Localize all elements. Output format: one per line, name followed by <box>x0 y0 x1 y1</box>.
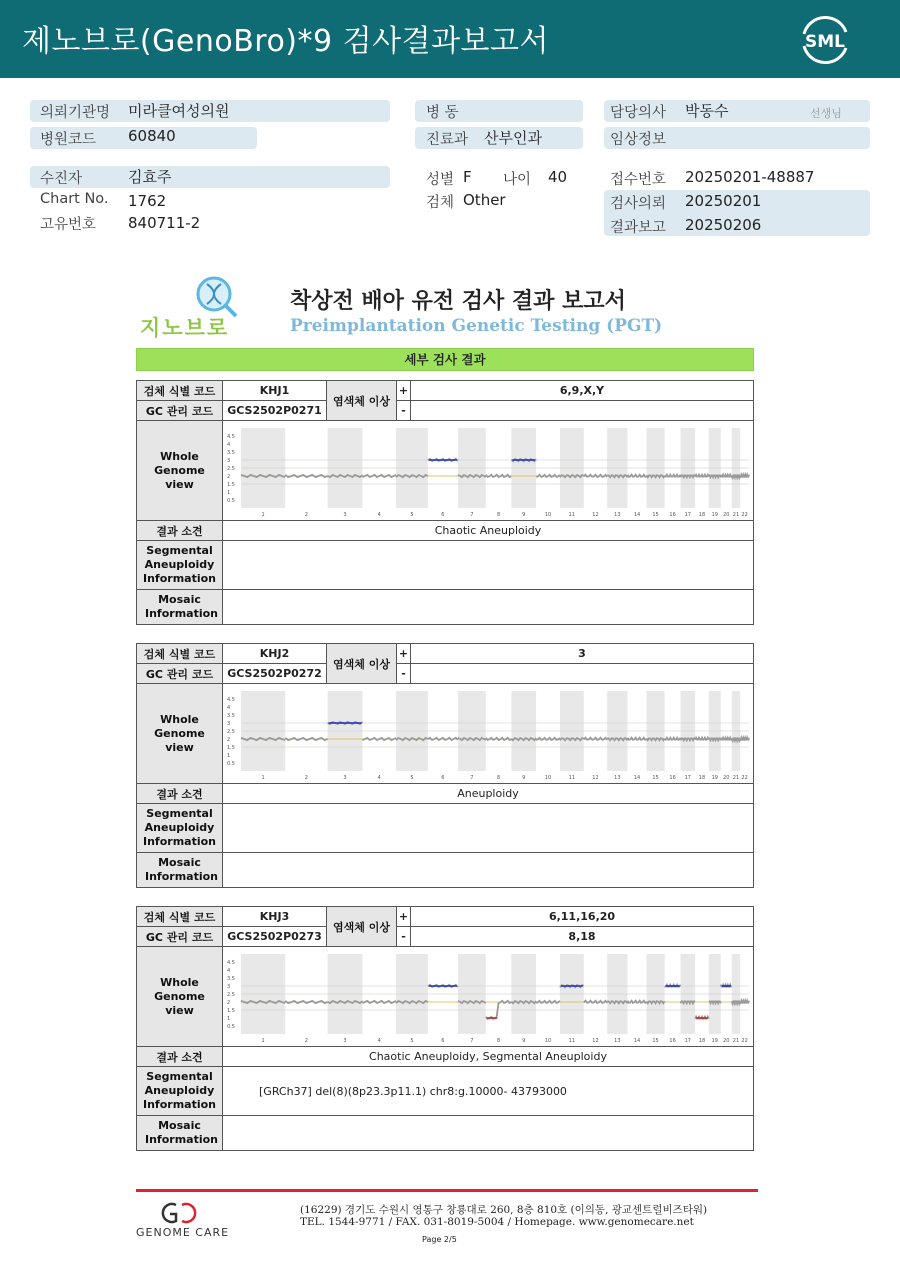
y-tick-label: 1.5 <box>227 1007 235 1014</box>
copy-number-trace <box>486 474 512 476</box>
x-tick-label: 4 <box>377 1037 381 1044</box>
y-tick-label: 4 <box>227 441 231 448</box>
x-tick-label: 20 <box>723 1037 730 1044</box>
whole-genome-chart-cell <box>223 684 754 784</box>
gain-sign: + <box>397 907 411 927</box>
y-tick-label: 2 <box>227 473 231 480</box>
copy-number-trace <box>721 737 732 739</box>
report-header <box>0 0 900 78</box>
x-tick-label: 14 <box>633 511 641 518</box>
loss-sign: - <box>397 927 411 947</box>
y-tick-label: 3.5 <box>227 712 235 719</box>
copy-number-trace <box>695 737 709 739</box>
copy-number-trace <box>709 475 721 477</box>
sample-table <box>136 380 754 625</box>
id-label: 고유번호 <box>40 217 97 233</box>
x-tick-label: 14 <box>633 1037 641 1044</box>
copy-number-trace <box>665 737 681 739</box>
gc-code-label: GC 관리 코드 <box>137 401 223 421</box>
x-tick-label: 3 <box>343 511 347 518</box>
gc-code-value: GCS2502P0271 <box>223 401 327 421</box>
gc-code-label: GC 관리 코드 <box>137 927 223 947</box>
gc-code-label: GC 관리 코드 <box>137 664 223 684</box>
y-tick-label: 4.5 <box>227 959 235 966</box>
x-tick-label: 8 <box>496 1037 501 1044</box>
page-title: 제노브로(GenoBro)*9 검사결과보고서 <box>22 24 549 59</box>
y-tick-label: 1 <box>227 752 231 759</box>
loss-chromosomes: 8,18 <box>411 927 754 947</box>
result-value: Chaotic Aneuploidy <box>223 521 754 541</box>
mosaic-label: Mosaic Information <box>137 1116 223 1151</box>
x-tick-label: 8 <box>496 511 501 518</box>
copy-number-trace <box>681 738 696 740</box>
x-tick-label: 3 <box>343 1037 347 1044</box>
sample-code-label: 검체 식별 코드 <box>137 644 223 664</box>
y-tick-label: 4.5 <box>227 433 235 440</box>
gain-chromosomes: 6,9,X,Y <box>411 381 754 401</box>
sample-code-label: 검체 식별 코드 <box>137 907 223 927</box>
x-tick-label: 13 <box>614 774 621 781</box>
result-label: 결과 소견 <box>137 521 223 541</box>
x-tick-label: 7 <box>470 511 474 518</box>
copy-number-trace <box>584 474 607 476</box>
footer-company: GENOME CARE <box>136 1226 230 1239</box>
segmental-value <box>223 541 754 590</box>
x-tick-label: 16 <box>669 774 676 781</box>
abnormality-label: 염색체 이상 <box>327 381 397 421</box>
x-tick-label: 1 <box>261 511 265 518</box>
id-value: 840711-2 <box>128 214 201 232</box>
whole-genome-label: Whole Genome view <box>137 947 223 1047</box>
copy-number-trace <box>628 737 647 739</box>
segmental-label: Segmental Aneuploidy Information <box>137 804 223 853</box>
mosaic-value <box>223 1116 754 1151</box>
x-tick-label: 9 <box>522 511 526 518</box>
x-tick-label: 10 <box>544 1037 552 1044</box>
x-tick-label: 1 <box>261 774 265 781</box>
x-tick-label: 13 <box>614 511 621 518</box>
gc-code-value: GCS2502P0273 <box>223 927 327 947</box>
request-label: 검사의뢰 <box>610 196 667 212</box>
loss-chromosomes <box>411 401 754 421</box>
sample-block-1 <box>136 380 754 625</box>
result-label: 결과 소견 <box>137 784 223 804</box>
y-tick-label: 3 <box>227 457 231 464</box>
page-number: Page 2/5 <box>422 1235 457 1244</box>
whole-genome-chart-cell <box>223 421 754 521</box>
y-tick-label: 1 <box>227 1015 231 1022</box>
segmental-label: Segmental Aneuploidy Information <box>137 541 223 590</box>
x-tick-label: 11 <box>568 511 576 518</box>
section-header: 세부 검사 결과 <box>136 348 754 371</box>
x-tick-label: 6 <box>441 774 445 781</box>
x-tick-label: 15 <box>652 774 659 781</box>
y-tick-label: 3.5 <box>227 975 235 982</box>
y-tick-label: 2 <box>227 736 231 743</box>
copy-number-trace <box>363 737 397 739</box>
copy-number-trace <box>709 1001 721 1003</box>
hospital-code-value: 60840 <box>128 127 176 145</box>
sample-code-value: KHJ3 <box>223 907 327 927</box>
x-tick-label: 5 <box>410 1037 414 1044</box>
mosaic-value <box>223 590 754 625</box>
y-tick-label: 3.5 <box>227 449 235 456</box>
copy-number-trace <box>740 1000 749 1002</box>
result-label: 결과 소견 <box>137 1047 223 1067</box>
x-tick-label: 19 <box>711 511 718 518</box>
patient-row <box>30 166 390 188</box>
y-tick-label: 4.5 <box>227 696 235 703</box>
x-tick-label: 14 <box>633 774 641 781</box>
copy-number-trace <box>584 1000 607 1002</box>
y-tick-label: 0.5 <box>227 497 235 504</box>
sml-logo-icon <box>796 12 854 66</box>
genome-care-logo-icon <box>158 1201 200 1225</box>
dept-label: 진료과 <box>426 132 469 148</box>
x-tick-label: 17 <box>684 511 692 518</box>
gain-chromosomes: 3 <box>411 644 754 664</box>
sample-code-label: 검체 식별 코드 <box>137 381 223 401</box>
sex-label: 성별 <box>426 172 455 188</box>
x-tick-label: 19 <box>711 1037 718 1044</box>
x-tick-label: 5 <box>410 511 414 518</box>
x-tick-label: 22 <box>741 1037 748 1044</box>
copy-number-trace <box>740 474 749 476</box>
copy-number-trace <box>486 737 512 739</box>
sml-logo-text: SML <box>805 32 845 52</box>
x-tick-label: 17 <box>684 1037 692 1044</box>
y-tick-label: 1.5 <box>227 481 235 488</box>
whole-genome-chart <box>223 422 755 520</box>
copy-number-trace <box>628 1000 647 1002</box>
sex-value: F <box>463 168 472 186</box>
x-tick-label: 6 <box>441 511 445 518</box>
abnormality-label: 염색체 이상 <box>327 644 397 684</box>
chart-value: 1762 <box>128 192 167 210</box>
copy-number-trace <box>709 738 721 740</box>
y-tick-label: 4 <box>227 967 231 974</box>
y-tick-label: 0.5 <box>227 760 235 767</box>
segmental-value: [GRCh37] del(8)(8p23.3p11.1) chr8:g.10000- 43793000 <box>223 1067 754 1116</box>
gain-sign: + <box>397 644 411 664</box>
copy-number-trace <box>681 1001 696 1003</box>
result-value: Aneuploidy <box>223 784 754 804</box>
x-tick-label: 18 <box>698 774 706 781</box>
mosaic-value <box>223 853 754 888</box>
gc-code-value: GCS2502P0272 <box>223 664 327 684</box>
copy-number-trace <box>536 474 560 476</box>
x-tick-label: 7 <box>470 1037 474 1044</box>
x-tick-label: 2 <box>304 511 308 518</box>
patient-value: 김효주 <box>128 168 172 186</box>
x-tick-label: 13 <box>614 1037 621 1044</box>
x-tick-label: 19 <box>711 774 718 781</box>
footer-divider <box>136 1189 758 1192</box>
gain-chromosomes: 6,11,16,20 <box>411 907 754 927</box>
copy-number-trace <box>536 1000 560 1002</box>
copy-number-trace <box>681 475 696 477</box>
x-tick-label: 18 <box>698 511 706 518</box>
doctor-value: 박동수 <box>685 102 729 120</box>
copy-number-trace <box>695 474 709 476</box>
report-value: 20250206 <box>685 216 762 234</box>
x-tick-label: 9 <box>522 1037 526 1044</box>
report-label: 결과보고 <box>610 220 667 236</box>
copy-number-trace <box>363 1000 397 1002</box>
copy-number-trace <box>732 1001 740 1003</box>
gain-sign: + <box>397 381 411 401</box>
hospital-code-label: 병원코드 <box>40 132 97 148</box>
y-tick-label: 2 <box>227 999 231 1006</box>
mosaic-label: Mosaic Information <box>137 853 223 888</box>
doctor-label: 담당의사 <box>610 105 667 121</box>
copy-number-trace <box>721 474 732 476</box>
x-tick-label: 18 <box>698 1037 706 1044</box>
institution-value: 미라클여성의원 <box>128 102 230 120</box>
x-tick-label: 12 <box>592 774 599 781</box>
x-tick-label: 16 <box>669 1037 676 1044</box>
copy-number-trace <box>536 737 560 739</box>
x-tick-label: 11 <box>568 774 576 781</box>
x-tick-label: 22 <box>741 774 748 781</box>
copy-number-trace <box>732 738 740 740</box>
x-tick-label: 15 <box>652 511 659 518</box>
copy-number-trace <box>732 475 740 477</box>
copy-number-trace <box>584 737 607 739</box>
whole-genome-chart <box>223 685 755 783</box>
result-value: Chaotic Aneuploidy, Segmental Aneuploidy <box>223 1047 754 1067</box>
report-title: 착상전 배아 유전 검사 결과 보고서 <box>290 289 626 314</box>
sample-code-value: KHJ2 <box>223 644 327 664</box>
institution-label: 의뢰기관명 <box>40 105 111 121</box>
whole-genome-chart <box>223 948 755 1046</box>
patient-label: 수진자 <box>40 171 83 187</box>
ward-label: 병 동 <box>426 105 459 121</box>
y-tick-label: 0.5 <box>227 1023 235 1030</box>
y-tick-label: 1 <box>227 489 231 496</box>
footer-contact: TEL. 1544-9771 / FAX. 031-8019-5004 / Homepage. www.genomecare.net <box>300 1216 694 1228</box>
report-subtitle: Preimplantation Genetic Testing (PGT) <box>290 316 663 336</box>
x-tick-label: 22 <box>741 511 748 518</box>
y-tick-label: 2.5 <box>227 728 235 735</box>
footer-address: (16229) 경기도 수원시 영통구 창룡대로 260, 8층 810호 (이의동, 광교센트럴비즈타워) <box>300 1204 708 1216</box>
x-tick-label: 6 <box>441 1037 445 1044</box>
clinical-label: 임상정보 <box>610 132 667 148</box>
whole-genome-label: Whole Genome view <box>137 421 223 521</box>
sample-code-value: KHJ1 <box>223 381 327 401</box>
copy-number-trace <box>665 474 681 476</box>
x-tick-label: 12 <box>592 511 599 518</box>
x-tick-label: 4 <box>377 511 381 518</box>
x-tick-label: 5 <box>410 774 414 781</box>
receipt-label: 접수번호 <box>610 172 667 188</box>
request-value: 20250201 <box>685 192 762 210</box>
copy-number-trace <box>363 474 397 476</box>
whole-genome-label: Whole Genome view <box>137 684 223 784</box>
x-tick-label: 21 <box>732 511 740 518</box>
x-tick-label: 21 <box>732 1037 740 1044</box>
y-tick-label: 3 <box>227 720 231 727</box>
chart-label: Chart No. <box>40 191 109 207</box>
dept-value: 산부인과 <box>484 129 542 147</box>
age-label: 나이 <box>503 172 532 188</box>
x-tick-label: 10 <box>544 774 552 781</box>
x-tick-label: 12 <box>592 1037 599 1044</box>
x-tick-label: 17 <box>684 774 692 781</box>
genobro-logo-text: 지노브로 <box>140 316 230 340</box>
sample-table <box>136 643 754 888</box>
loss-sign: - <box>397 401 411 421</box>
segmental-value <box>223 804 754 853</box>
age-value: 40 <box>548 168 568 186</box>
x-tick-label: 9 <box>522 774 526 781</box>
specimen-value: Other <box>463 191 506 209</box>
y-tick-label: 4 <box>227 704 231 711</box>
x-tick-label: 21 <box>732 774 740 781</box>
x-tick-label: 1 <box>261 1037 265 1044</box>
x-tick-label: 2 <box>304 774 308 781</box>
x-tick-label: 20 <box>723 774 730 781</box>
x-tick-label: 11 <box>568 1037 576 1044</box>
specimen-label: 검체 <box>426 195 455 211</box>
x-tick-label: 10 <box>544 511 552 518</box>
doctor-suffix: 선생님 <box>810 107 842 120</box>
sample-block-2 <box>136 643 754 888</box>
x-tick-label: 3 <box>343 774 347 781</box>
x-tick-label: 16 <box>669 511 676 518</box>
receipt-value: 20250201-48887 <box>685 168 815 186</box>
y-tick-label: 3 <box>227 983 231 990</box>
x-tick-label: 8 <box>496 774 501 781</box>
abnormality-label: 염색체 이상 <box>327 907 397 947</box>
x-tick-label: 15 <box>652 1037 659 1044</box>
sample-table <box>136 906 754 1151</box>
sample-block-3 <box>136 906 754 1151</box>
y-tick-label: 2.5 <box>227 465 235 472</box>
x-tick-label: 20 <box>723 511 730 518</box>
loss-sign: - <box>397 664 411 684</box>
loss-chromosomes <box>411 664 754 684</box>
x-tick-label: 2 <box>304 1037 308 1044</box>
mosaic-label: Mosaic Information <box>137 590 223 625</box>
copy-number-trace <box>628 474 647 476</box>
y-tick-label: 1.5 <box>227 744 235 751</box>
x-tick-label: 7 <box>470 774 474 781</box>
copy-number-trace <box>740 737 749 739</box>
y-tick-label: 2.5 <box>227 991 235 998</box>
whole-genome-chart-cell <box>223 947 754 1047</box>
segmental-label: Segmental Aneuploidy Information <box>137 1067 223 1116</box>
x-tick-label: 4 <box>377 774 381 781</box>
